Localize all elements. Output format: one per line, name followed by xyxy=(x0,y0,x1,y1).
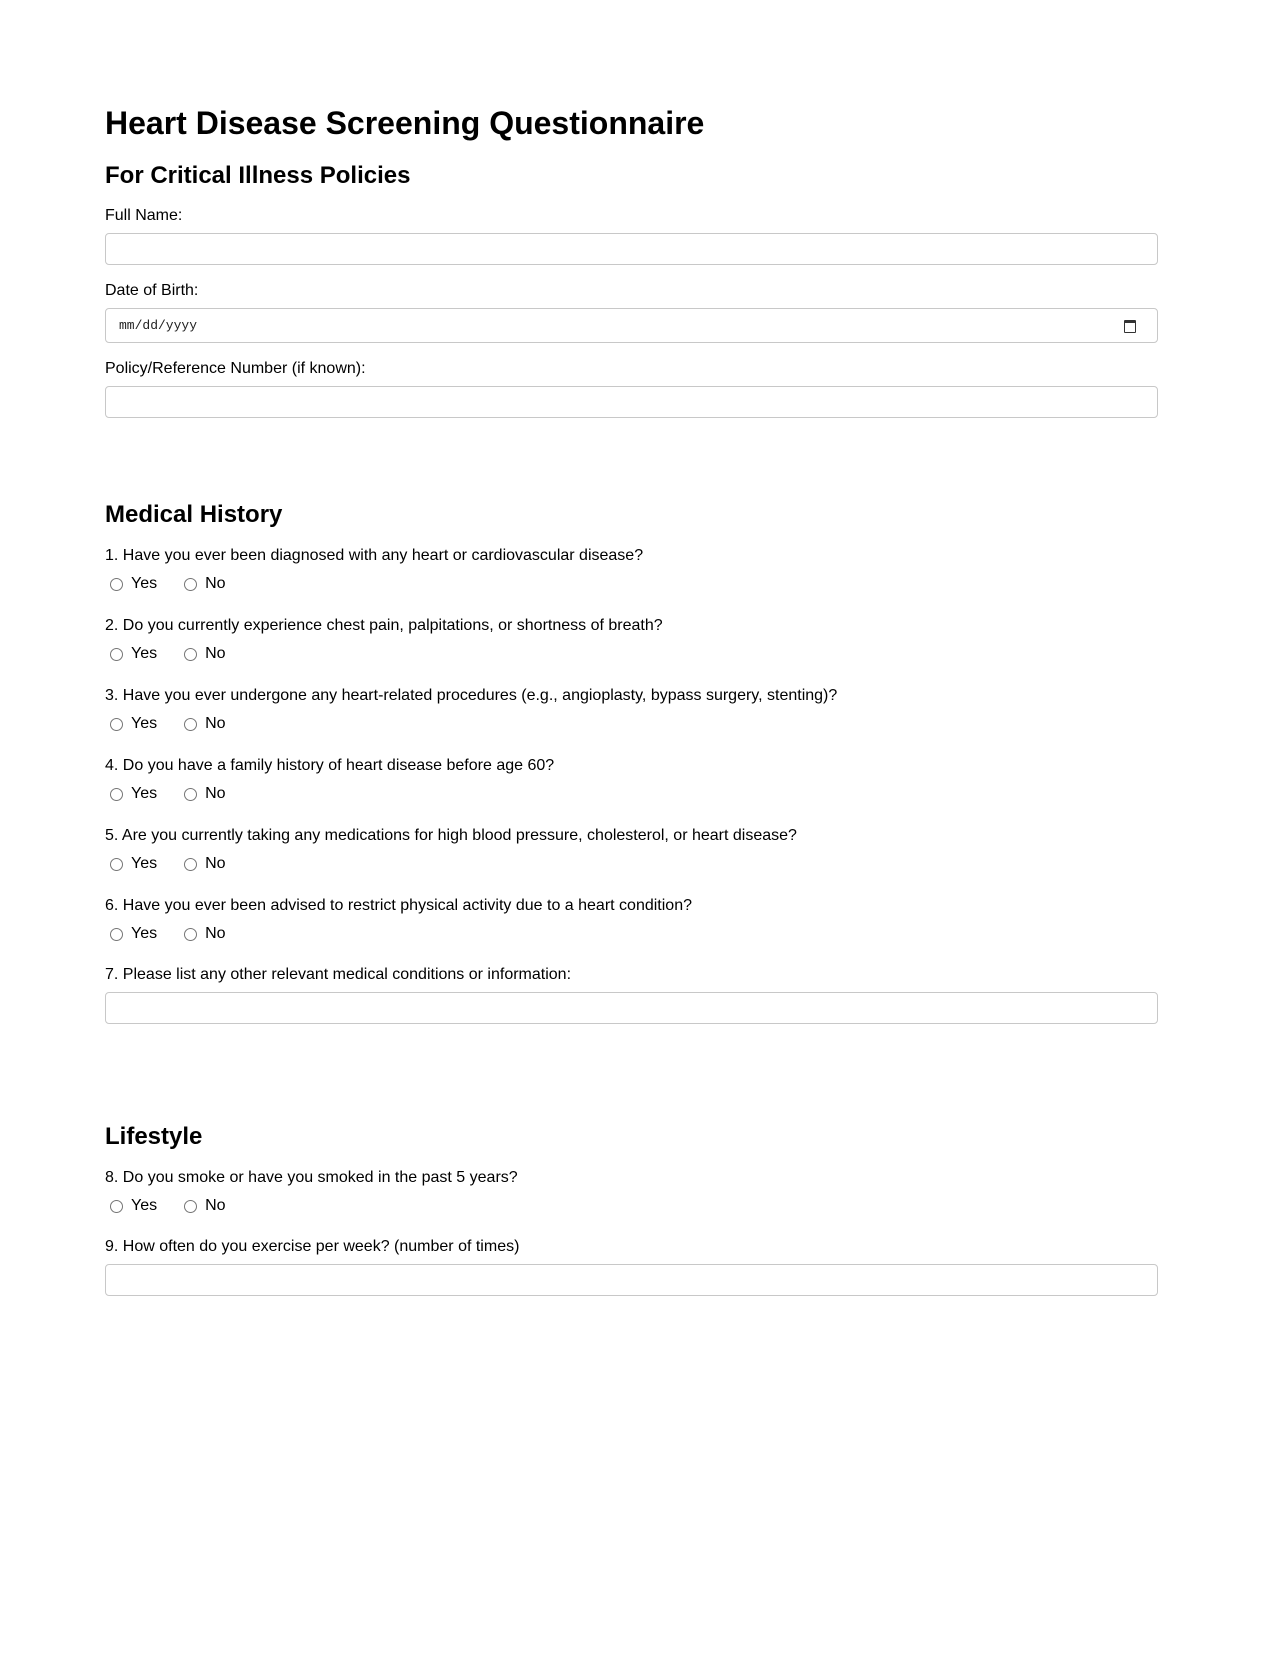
question-2-yes-option[interactable]: Yes xyxy=(105,644,157,664)
radio-button-icon[interactable] xyxy=(110,1200,123,1213)
radio-button-icon[interactable] xyxy=(110,648,123,661)
full-name-input[interactable] xyxy=(105,233,1158,265)
question-8-no-option[interactable]: No xyxy=(179,1196,225,1216)
radio-button-icon[interactable] xyxy=(184,788,197,801)
question-3-radio-group xyxy=(105,714,248,734)
question-1-radio-group xyxy=(105,574,248,594)
radio-button-icon[interactable] xyxy=(184,928,197,941)
dob-placeholder: mm/dd/yyyy xyxy=(119,318,198,333)
radio-button-icon[interactable] xyxy=(184,718,197,731)
question-3-label: 3. Have you ever undergone any heart-related procedures (e.g., angioplasty, bypass surgery, stenting)? xyxy=(105,687,838,704)
question-5-yes-option[interactable]: Yes xyxy=(105,854,157,874)
question-2-label: 2. Do you currently experience chest pain, palpitations, or shortness of breath? xyxy=(105,617,663,634)
question-5-no-option[interactable]: No xyxy=(179,854,225,874)
question-5-label: 5. Are you currently taking any medications for high blood pressure, cholesterol, or heart disease? xyxy=(105,827,797,844)
question-6-label: 6. Have you ever been advised to restrict physical activity due to a heart condition? xyxy=(105,897,692,914)
page-title: Heart Disease Screening Questionnaire xyxy=(105,105,705,141)
policy-number-input[interactable] xyxy=(105,386,1158,418)
radio-button-icon[interactable] xyxy=(184,578,197,591)
radio-button-icon[interactable] xyxy=(110,788,123,801)
radio-button-icon[interactable] xyxy=(184,858,197,871)
question-8-label: 8. Do you smoke or have you smoked in the past 5 years? xyxy=(105,1169,518,1186)
question-6-yes-option[interactable]: Yes xyxy=(105,924,157,944)
question-1-no-option[interactable]: No xyxy=(179,574,225,594)
radio-button-icon[interactable] xyxy=(184,648,197,661)
question-4-label: 4. Do you have a family history of heart disease before age 60? xyxy=(105,757,555,774)
dob-label: Date of Birth: xyxy=(105,282,199,299)
exercise-frequency-input[interactable] xyxy=(105,1264,1158,1296)
radio-button-icon[interactable] xyxy=(110,858,123,871)
question-9-label: 9. How often do you exercise per week? (number of times) xyxy=(105,1238,520,1255)
question-4-no-option[interactable]: No xyxy=(179,784,225,804)
radio-button-icon[interactable] xyxy=(110,928,123,941)
question-1-label: 1. Have you ever been diagnosed with any heart or cardiovascular disease? xyxy=(105,547,644,564)
question-4-yes-option[interactable]: Yes xyxy=(105,784,157,804)
policy-number-label: Policy/Reference Number (if known): xyxy=(105,360,366,377)
section-heading-medical-history: Medical History xyxy=(105,501,283,528)
question-6-radio-group xyxy=(105,924,248,944)
question-8-radio-group xyxy=(105,1196,248,1216)
dob-input[interactable] xyxy=(105,308,1158,343)
question-1-yes-option[interactable]: Yes xyxy=(105,574,157,594)
question-4-radio-group xyxy=(105,784,248,804)
question-3-no-option[interactable]: No xyxy=(179,714,225,734)
section-heading-lifestyle: Lifestyle xyxy=(105,1123,203,1150)
radio-button-icon[interactable] xyxy=(184,1200,197,1213)
question-5-radio-group xyxy=(105,854,248,874)
page-subtitle: For Critical Illness Policies xyxy=(105,162,411,189)
other-conditions-input[interactable] xyxy=(105,992,1158,1024)
question-2-no-option[interactable]: No xyxy=(179,644,225,664)
question-2-radio-group xyxy=(105,644,248,664)
radio-button-icon[interactable] xyxy=(110,718,123,731)
question-8-yes-option[interactable]: Yes xyxy=(105,1196,157,1216)
question-6-no-option[interactable]: No xyxy=(179,924,225,944)
calendar-icon[interactable] xyxy=(1124,320,1136,333)
full-name-label: Full Name: xyxy=(105,207,183,224)
radio-button-icon[interactable] xyxy=(110,578,123,591)
question-7-label: 7. Please list any other relevant medical conditions or information: xyxy=(105,966,572,983)
question-3-yes-option[interactable]: Yes xyxy=(105,714,157,734)
